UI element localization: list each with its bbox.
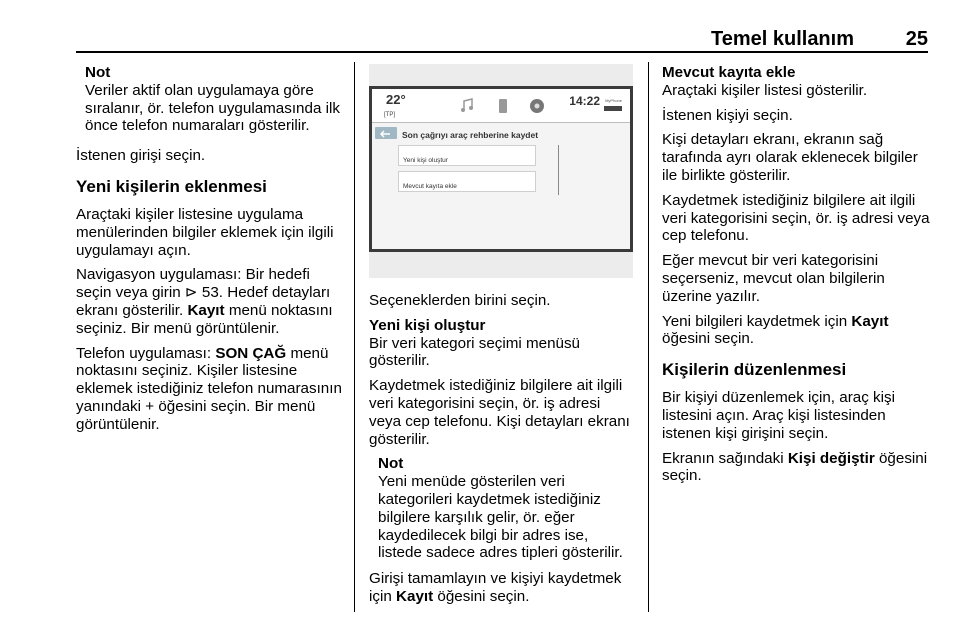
text: öğesini seçin. <box>662 449 928 485</box>
text: menü noktasını seçiniz. Kişiler listesine eklemek istediğiniz telefon numarasının yanındaki <box>76 344 342 415</box>
paragraph: Seçeneklerden birini seçin. <box>369 292 551 309</box>
note-text: Yeni menüde gösterilen veri kategorileri kaydetmek istediğiniz bilgilere karşılık gelir, ör. eğer kaydedilecek bilgi bir adres ise, listede sadece adres tipleri gösterilir. <box>378 473 623 562</box>
plus-icon: + <box>145 397 155 415</box>
tp-indicator: [TP] <box>384 112 396 118</box>
battery-signal-icon <box>604 106 622 111</box>
temperature: 22° <box>386 92 406 107</box>
text: menü noktasını seçiniz. Bir menü görüntülenir. <box>76 301 333 337</box>
bold-term: Kayıt <box>851 312 889 330</box>
subsection-title: Mevcut kayıta ekle <box>662 64 796 81</box>
bold-term: Kayıt <box>396 587 434 605</box>
note-title: Not <box>85 64 111 81</box>
paragraph <box>76 266 342 337</box>
paragraph: Kişi detayları ekranı, ekranın sağ tarafında ayrı olarak eklenecek bilgiler ile birlikte gösterilir. <box>662 131 918 184</box>
column-1 <box>76 64 342 441</box>
infotainment-screen <box>369 86 633 252</box>
page-header <box>76 28 928 52</box>
header-rule <box>76 51 928 53</box>
paragraph: Bir kişiyi düzenlemek için, araç kişi listesini açın. Araç kişi listesinden istenen kişi girişini seçin. <box>662 389 895 442</box>
paragraph: Eğer mevcut bir veri kategorisini seçerseniz, mevcut olan bilgilerin üzerine yazılır. <box>662 252 885 305</box>
text: Girişi tamamlayın ve kişiyi kaydetmek için <box>369 570 622 605</box>
bold-term: SON ÇAĞ <box>215 344 287 362</box>
text: Telefon uygulaması: <box>76 344 212 362</box>
text: Araçtaki kişiler listesi gösterilir. <box>662 81 868 99</box>
back-arrow-icon <box>375 128 397 140</box>
back-button[interactable] <box>375 127 397 139</box>
text: 53. Hedef detayları ekranı gösterilir. <box>76 284 331 319</box>
note-box <box>76 64 342 135</box>
bold-term: Kişi değiştir <box>787 449 875 467</box>
subsection-title: Yeni kişi oluştur <box>369 316 486 334</box>
column-2 <box>369 64 635 613</box>
column-divider-1 <box>354 62 355 612</box>
section-heading: Yeni kişilerin eklenmesi <box>76 176 267 196</box>
paragraph: Kaydetmek istediğiniz bilgilere ait ilgili veri kategorisini seçin, ör. iş adresi veya cep telefonu. <box>662 191 930 245</box>
paragraph: İstenen girişi seçin. <box>76 147 206 165</box>
page-ref-icon: ⊳ <box>184 284 198 302</box>
note-text: Veriler aktif olan uygulamaya göre sıralanır, ör. telefon uygulamasında ilk önce telefon numaraları gösterilir. <box>85 81 340 135</box>
menu-item-add-existing[interactable]: Mevcut kayıta ekle <box>398 171 536 192</box>
section-heading: Kişilerin düzenlenmesi <box>662 360 847 380</box>
screenshot-figure <box>369 64 633 278</box>
bold-term: Kayıt <box>187 301 225 319</box>
text: öğesini seçin. <box>662 330 755 348</box>
note-box <box>369 455 635 562</box>
paragraph <box>662 450 932 486</box>
music-icon <box>458 97 476 115</box>
paragraph <box>662 313 932 349</box>
menu-item-new-contact[interactable]: Yeni kişi oluştur <box>398 145 536 166</box>
screen-status-bar <box>372 89 630 123</box>
paragraph <box>369 570 635 606</box>
screen-title: Son çağrıyı araç rehberine kaydet <box>402 130 539 140</box>
text: Yeni bilgileri kaydetmek için <box>662 312 848 330</box>
clock: 14:22 <box>569 94 600 108</box>
column-divider-2 <box>648 62 649 612</box>
page-number: 25 <box>905 28 928 50</box>
paragraph: Kaydetmek istediğiniz bilgilere ait ilgili veri kategorisini seçin, ör. iş adresi veya cep telefonu. Kişi detayları ekranı gösterilir. <box>369 377 630 448</box>
text: Bir veri kategori seçimi menüsü gösterilir. <box>369 334 581 370</box>
phone-name: MyPhone <box>605 98 622 103</box>
subsection <box>369 317 635 370</box>
note-title: Not <box>378 455 404 473</box>
page-header-title: Temel kullanım <box>710 28 854 50</box>
paragraph: Araçtaki kişiler listesine uygulama menülerinden bilgiler eklemek için ilgili uygulamayı açın. <box>76 205 334 259</box>
text: öğesini seçin. Bir menü görüntülenir. <box>76 397 316 433</box>
column-3 <box>662 64 932 492</box>
scrollbar[interactable] <box>558 145 559 195</box>
subsection <box>662 64 932 100</box>
paragraph: İstenen kişiyi seçin. <box>662 106 793 124</box>
text: öğesini seçin. <box>437 587 530 605</box>
text: Navigasyon uygulaması: Bir hedefi seçin veya girin <box>76 266 310 302</box>
settings-icon <box>528 97 546 115</box>
text: Ekranın sağındaki <box>662 449 784 467</box>
paragraph <box>76 345 342 434</box>
phone-icon <box>494 97 512 115</box>
